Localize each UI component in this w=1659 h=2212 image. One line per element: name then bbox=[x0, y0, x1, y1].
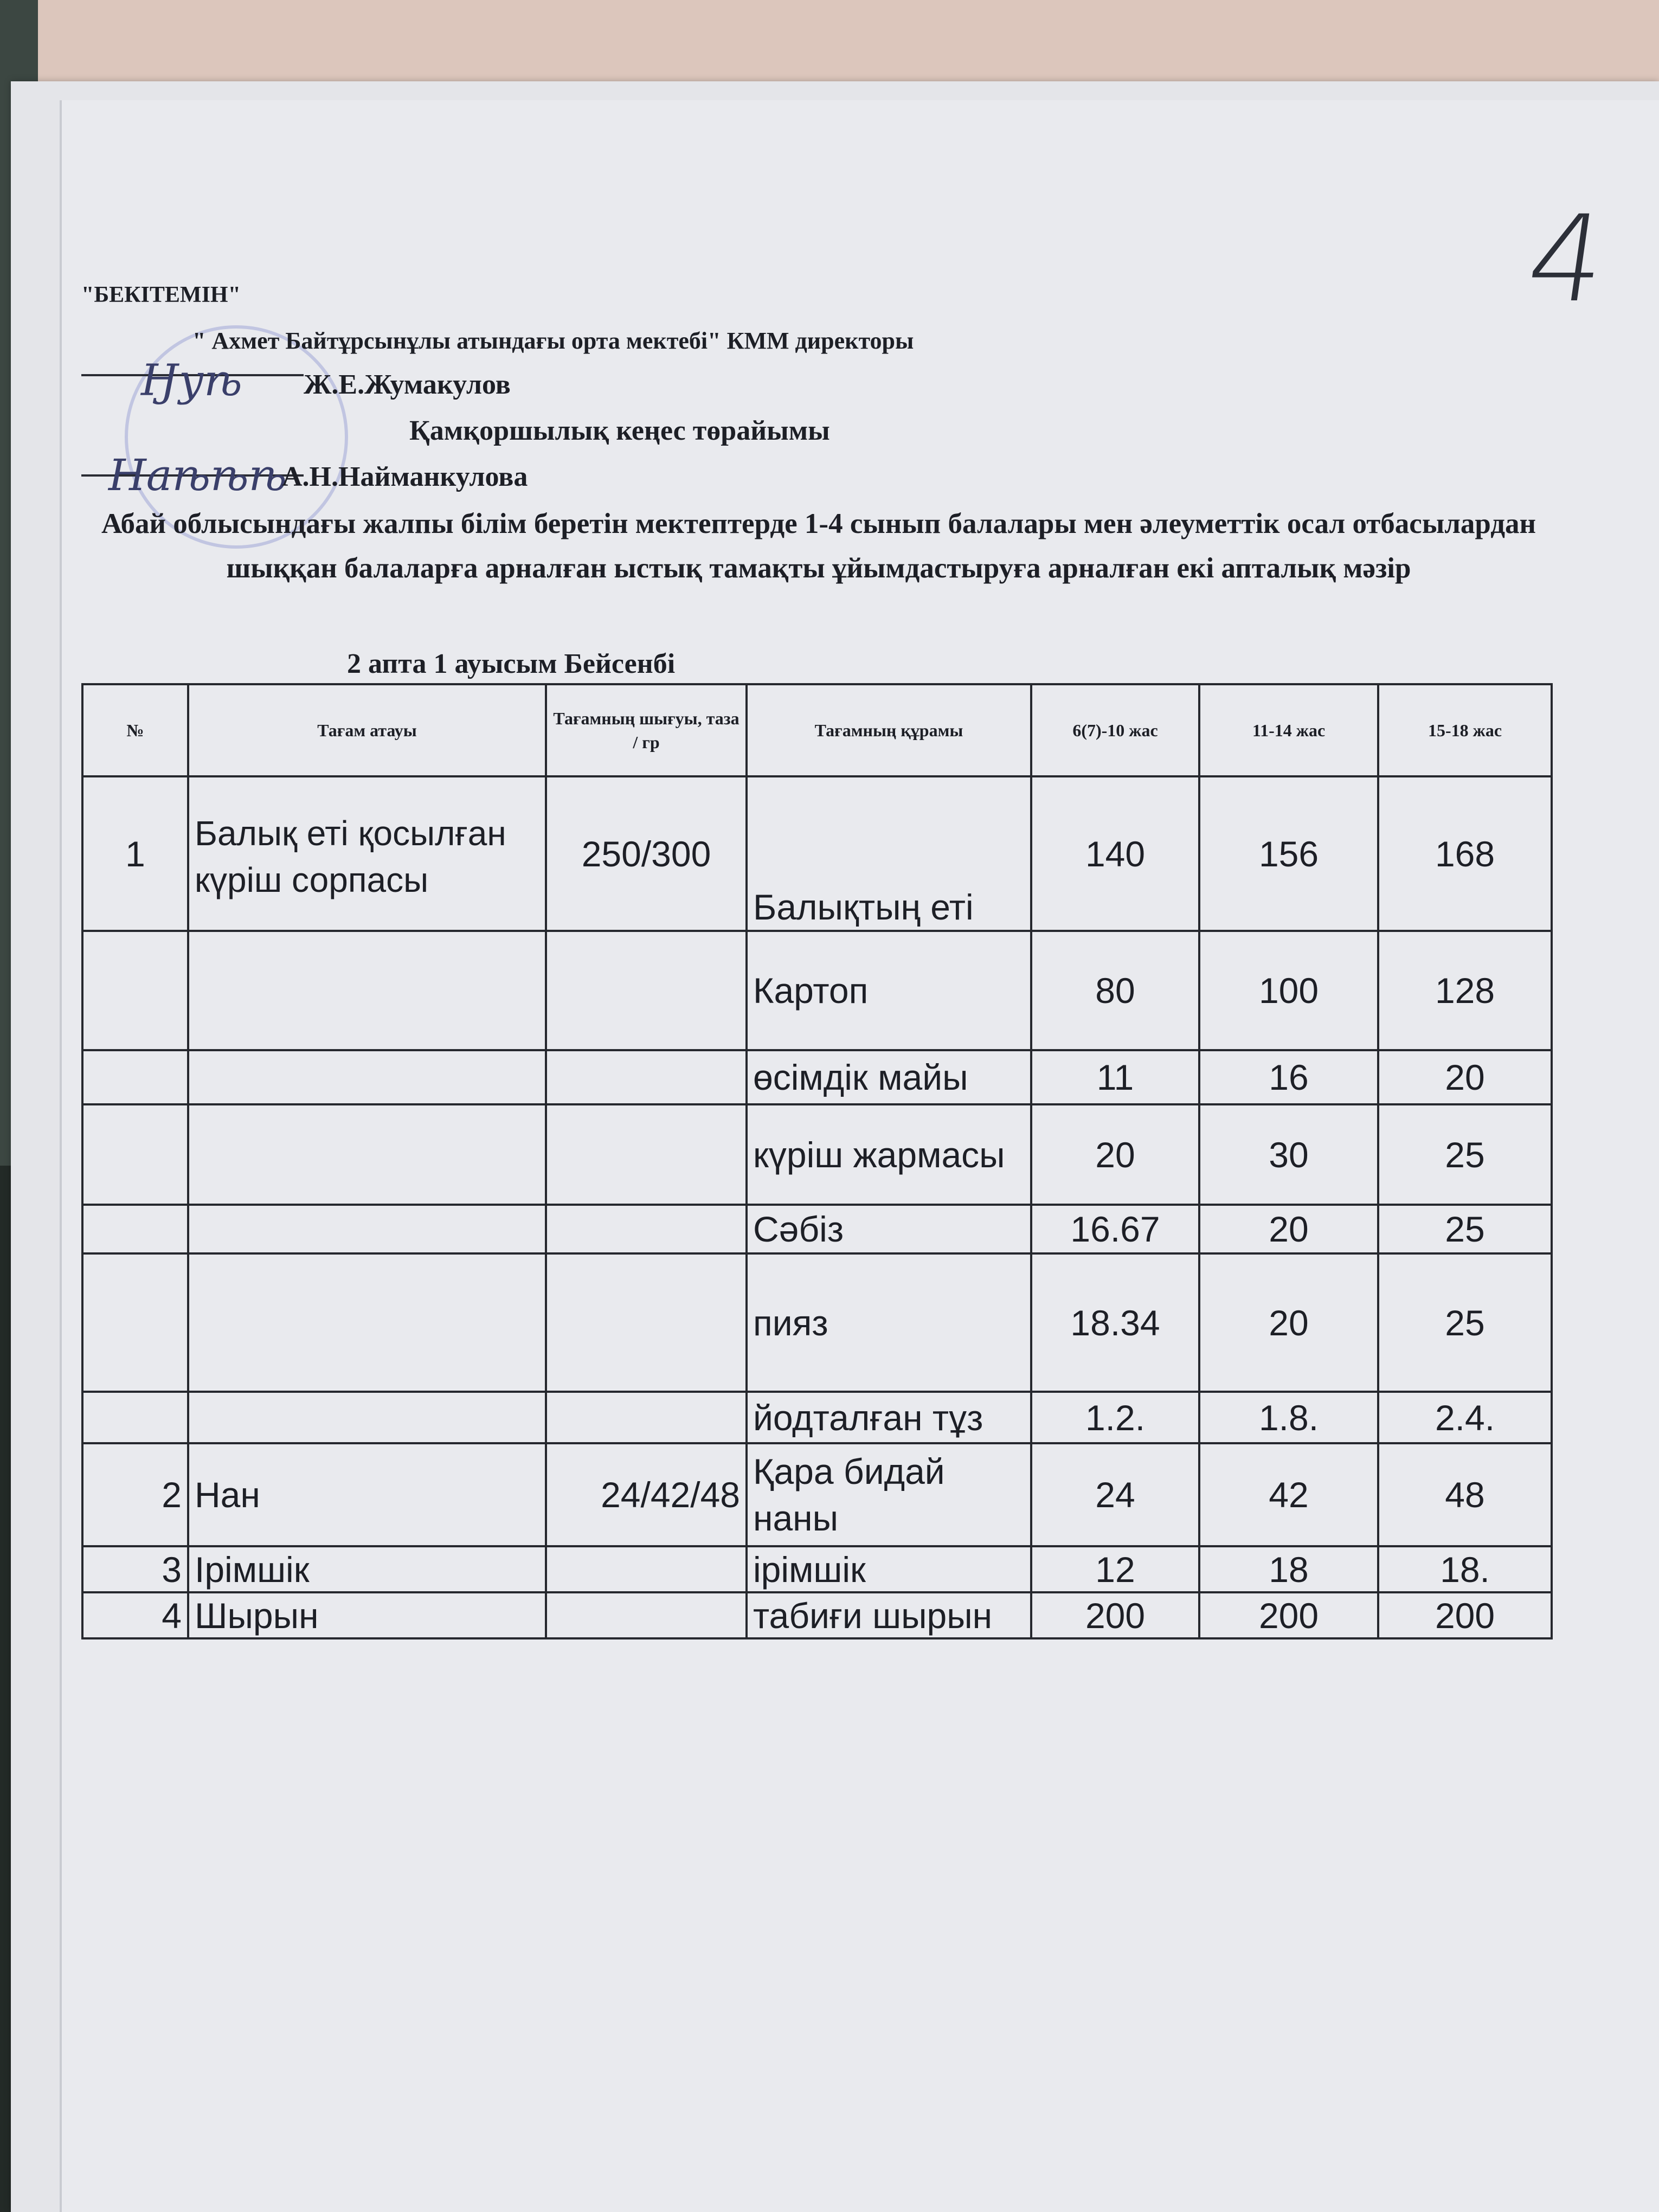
row-output bbox=[546, 1050, 747, 1104]
row-age3: 48 bbox=[1378, 1443, 1552, 1546]
row-ingredient: йодталған тұз bbox=[747, 1392, 1031, 1443]
table-row bbox=[82, 1592, 1552, 1638]
row-age1: 80 bbox=[1031, 931, 1199, 1050]
row-ingredient: ірімшік bbox=[747, 1546, 1031, 1592]
table-row bbox=[82, 1253, 1552, 1392]
row-age3: 168 bbox=[1378, 776, 1552, 931]
row-dish bbox=[188, 1104, 546, 1205]
row-num bbox=[82, 1392, 188, 1443]
row-age1: 20 bbox=[1031, 1104, 1199, 1205]
row-age3: 20 bbox=[1378, 1050, 1552, 1104]
row-age1: 16.67 bbox=[1031, 1205, 1199, 1253]
row-age3: 200 bbox=[1378, 1592, 1552, 1638]
chair-signature: Наѣѣѣ bbox=[108, 450, 287, 500]
row-age1: 18.34 bbox=[1031, 1253, 1199, 1392]
row-num: 4 bbox=[82, 1592, 188, 1638]
row-num bbox=[82, 931, 188, 1050]
table-row bbox=[82, 931, 1552, 1050]
header-dish: Тағам атауы bbox=[188, 684, 546, 776]
row-ingredient: Балықтың еті bbox=[747, 776, 1031, 931]
row-age1: 12 bbox=[1031, 1546, 1199, 1592]
row-age2: 100 bbox=[1199, 931, 1378, 1050]
row-age3: 25 bbox=[1378, 1104, 1552, 1205]
row-age1: 140 bbox=[1031, 776, 1199, 931]
row-age1: 200 bbox=[1031, 1592, 1199, 1638]
row-output bbox=[546, 1253, 747, 1392]
row-ingredient: Картоп bbox=[747, 931, 1031, 1050]
row-output bbox=[546, 1592, 747, 1638]
table-row bbox=[82, 776, 1552, 931]
table-row bbox=[82, 1205, 1552, 1253]
header-age-6-10: 6(7)-10 жас bbox=[1031, 684, 1199, 776]
row-num bbox=[82, 1253, 188, 1392]
row-age3: 2.4. bbox=[1378, 1392, 1552, 1443]
row-ingredient: күріш жармасы bbox=[747, 1104, 1031, 1205]
row-ingredient: пияз bbox=[747, 1253, 1031, 1392]
row-output bbox=[546, 931, 747, 1050]
row-num: 2 bbox=[82, 1443, 188, 1546]
row-age2: 1.8. bbox=[1199, 1392, 1378, 1443]
row-age2: 18 bbox=[1199, 1546, 1378, 1592]
row-age3: 128 bbox=[1378, 931, 1552, 1050]
row-age3: 18. bbox=[1378, 1546, 1552, 1592]
table-row bbox=[82, 1443, 1552, 1546]
row-ingredient: Сәбіз bbox=[747, 1205, 1031, 1253]
row-age1: 24 bbox=[1031, 1443, 1199, 1546]
row-age3: 25 bbox=[1378, 1253, 1552, 1392]
row-ingredient: табиғи шырын bbox=[747, 1592, 1031, 1638]
school-line: " Ахмет Байтұрсынұлы атындағы орта мектебі" КММ директоры bbox=[192, 327, 914, 354]
director-name: Ж.Е.Жумакулов bbox=[304, 369, 511, 400]
header-composition: Тағамның құрамы bbox=[747, 684, 1031, 776]
table-row bbox=[82, 1392, 1552, 1443]
approve-label: "БЕКІТЕМІН" bbox=[81, 282, 241, 307]
row-age2: 16 bbox=[1199, 1050, 1378, 1104]
table-row bbox=[82, 1050, 1552, 1104]
header-num: № bbox=[82, 684, 188, 776]
row-dish bbox=[188, 1253, 546, 1392]
document-title: Абай облысындағы жалпы білім беретін мектептерде 1-4 сынып балалары мен әлеуметтік осал отбасылардан шыққан балаларға арналған ыстық тамақты ұйымдастыруға арналған екі апталық мәзір bbox=[101, 508, 1536, 584]
row-num: 3 bbox=[82, 1546, 188, 1592]
row-dish bbox=[188, 1050, 546, 1104]
row-output: 24/42/48 bbox=[546, 1443, 747, 1546]
row-age2: 20 bbox=[1199, 1205, 1378, 1253]
row-output bbox=[546, 1104, 747, 1205]
table-row bbox=[82, 1104, 1552, 1205]
row-dish: Ірімшік bbox=[188, 1546, 546, 1592]
header-output: Тағамның шығуы, таза / гр bbox=[546, 684, 747, 776]
row-age1: 11 bbox=[1031, 1050, 1199, 1104]
table-row bbox=[82, 1546, 1552, 1592]
row-dish: Балық еті қосылған күріш сорпасы bbox=[188, 776, 546, 931]
row-num bbox=[82, 1104, 188, 1205]
row-dish: Шырын bbox=[188, 1592, 546, 1638]
director-signature: Ӈуѣ bbox=[141, 355, 242, 406]
row-age2: 200 bbox=[1199, 1592, 1378, 1638]
row-dish bbox=[188, 931, 546, 1050]
table-header-row bbox=[82, 684, 1552, 776]
board-title: Қамқоршылық кеңес төрайымы bbox=[409, 415, 830, 446]
row-output: 250/300 bbox=[546, 776, 747, 931]
row-dish bbox=[188, 1392, 546, 1443]
row-dish: Нан bbox=[188, 1443, 546, 1546]
row-age2: 30 bbox=[1199, 1104, 1378, 1205]
document-subtitle: 2 апта 1 ауысым Бейсенбі bbox=[347, 648, 676, 679]
row-ingredient: өсімдік майы bbox=[747, 1050, 1031, 1104]
row-dish bbox=[188, 1205, 546, 1253]
row-age3: 25 bbox=[1378, 1205, 1552, 1253]
row-num bbox=[82, 1205, 188, 1253]
row-age1: 1.2. bbox=[1031, 1392, 1199, 1443]
menu-table bbox=[81, 683, 1553, 1639]
row-age2: 42 bbox=[1199, 1443, 1378, 1546]
chair-name: А.Н.Найманкулова bbox=[282, 461, 528, 492]
row-output bbox=[546, 1205, 747, 1253]
handwritten-page-number: 4 bbox=[1519, 190, 1615, 329]
row-ingredient: Қара бидай наны bbox=[747, 1443, 1031, 1546]
row-age2: 20 bbox=[1199, 1253, 1378, 1392]
row-num: 1 bbox=[82, 776, 188, 931]
header-age-15-18: 15-18 жас bbox=[1378, 684, 1552, 776]
row-age2: 156 bbox=[1199, 776, 1378, 931]
row-num bbox=[82, 1050, 188, 1104]
row-output bbox=[546, 1546, 747, 1592]
header-age-11-14: 11-14 жас bbox=[1199, 684, 1378, 776]
row-output bbox=[546, 1392, 747, 1443]
